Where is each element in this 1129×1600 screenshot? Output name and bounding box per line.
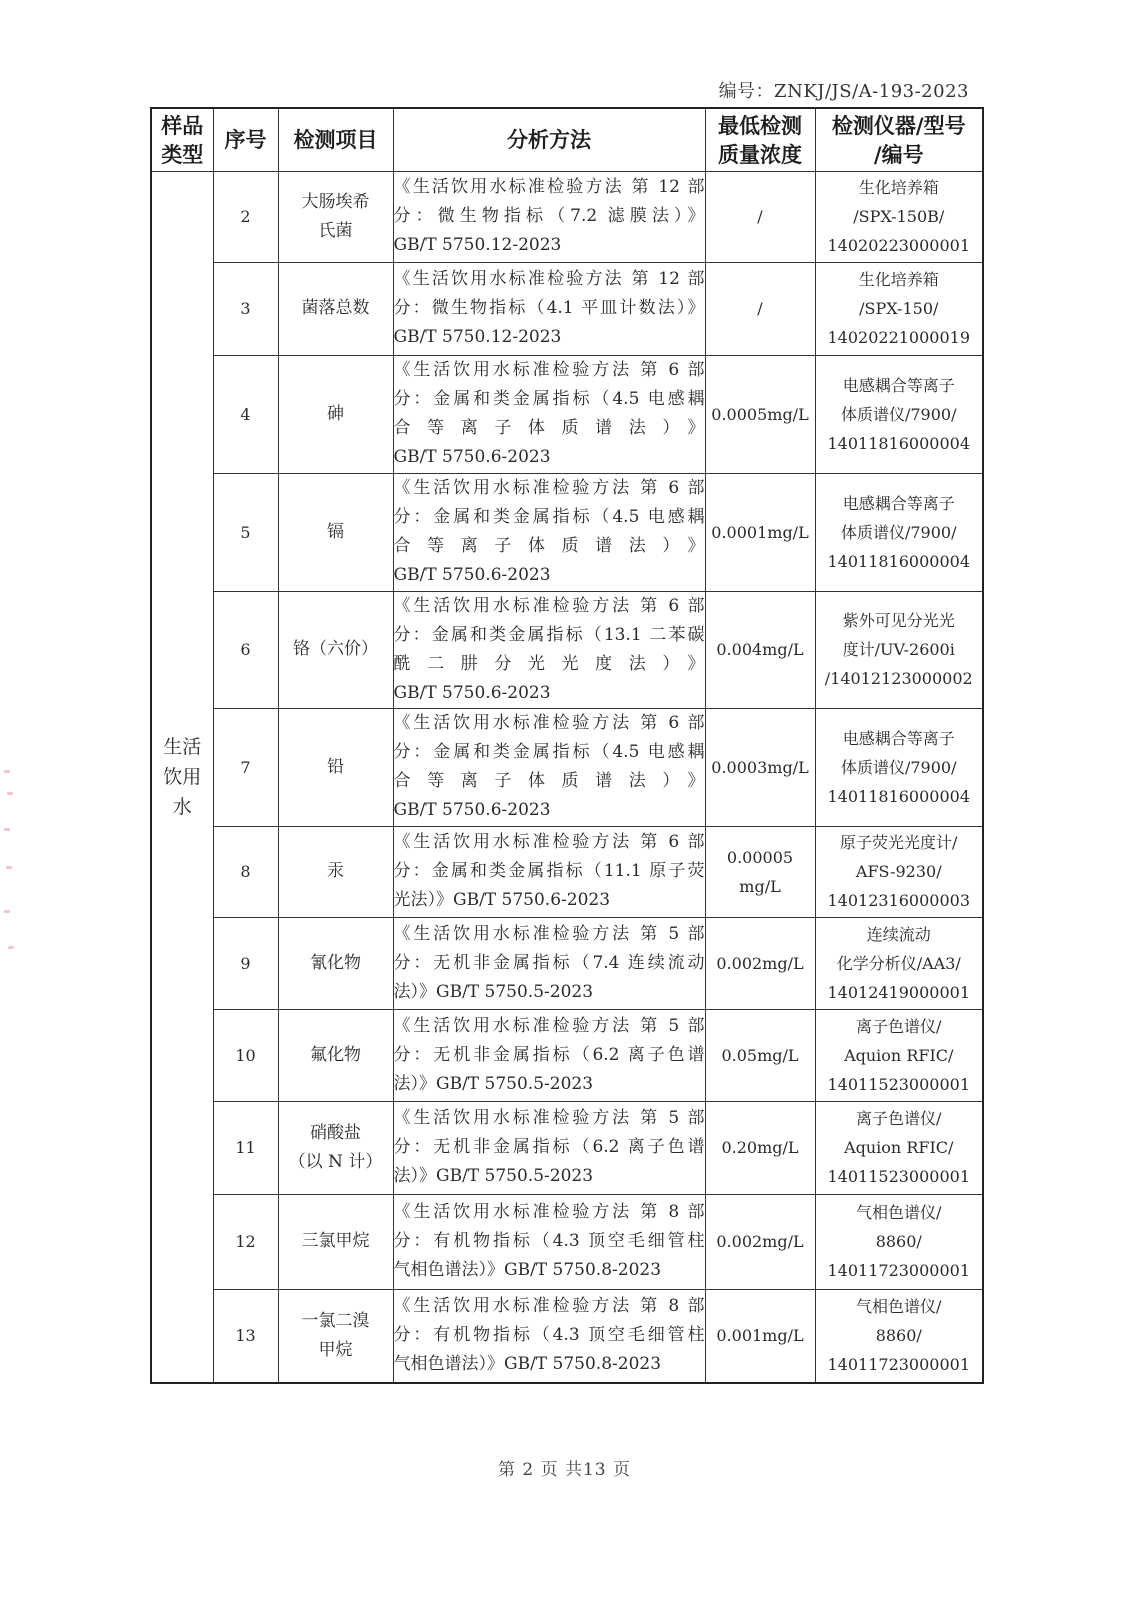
analysis-method-line: 气相色谱法）》GB/T 5750.8-2023 [393, 1260, 662, 1280]
instrument-line: 电感耦合等离子 [842, 728, 955, 748]
test-item-line: 铬（六价） [293, 639, 378, 659]
seq-cell [213, 171, 278, 262]
instrument-line: 体质谱仪/7900/ [840, 757, 957, 777]
detection-limit-cell [705, 473, 815, 591]
analysis-method-line: 《生活饮用水标准检验方法 第 6 部 [393, 713, 705, 733]
instrument-cell [815, 355, 983, 473]
test-item-cell [278, 917, 393, 1009]
detection-limit-cell [705, 1009, 815, 1101]
instrument-cell [815, 1194, 983, 1289]
analysis-method-cell [393, 1289, 705, 1383]
seq-number: 7 [240, 757, 251, 777]
header-line: 分析方法 [507, 127, 591, 153]
instrument-cell [815, 1009, 983, 1101]
test-item-cell [278, 1289, 393, 1383]
seq-cell [213, 1101, 278, 1194]
document-number: 编号：ZNKJ/JS/A-193-2023 [718, 81, 969, 102]
header-seq [213, 108, 278, 171]
header-item [278, 108, 393, 171]
seq-number: 8 [240, 862, 251, 881]
analysis-method-cell [393, 473, 705, 591]
analysis-method-line: 法）》GB/T 5750.5-2023 [393, 1166, 594, 1186]
instrument-cell [815, 917, 983, 1009]
seal-fragment [4, 770, 16, 960]
analysis-method-line: 《生活饮用水标准检验方法 第 8 部 [393, 1202, 705, 1222]
seq-cell [213, 591, 278, 708]
analysis-method-line: GB/T 5750.12-2023 [393, 235, 562, 255]
seq-cell [213, 1194, 278, 1289]
detection-limit-line: 0.0003mg/L [711, 757, 809, 777]
table-row [151, 1194, 983, 1289]
instrument-line: 14011523000001 [827, 1074, 970, 1094]
instrument-line: 14011816000004 [827, 433, 970, 453]
test-item-line: 三氯甲烷 [301, 1231, 370, 1251]
instrument-line: 原子荧光光度计/ [840, 833, 958, 852]
detection-limit-line: 0.002mg/L [716, 953, 804, 973]
instrument-line: 生化培养箱 [858, 270, 939, 289]
seq-number: 3 [240, 299, 251, 318]
instrument-cell [815, 1101, 983, 1194]
analysis-method-line: GB/T 5750.6-2023 [393, 682, 551, 703]
header-line: 质量浓度 [718, 141, 802, 167]
instrument-cell [815, 171, 983, 262]
analysis-method-line: GB/T 5750.6-2023 [393, 447, 551, 467]
test-item-cell [278, 473, 393, 591]
instrument-cell [815, 1289, 983, 1383]
header-line: 序号 [224, 127, 267, 153]
analysis-method-line: 分：有机物指标（4.3 顶空毛细管柱 [393, 1231, 705, 1251]
detection-limit-line: 0.00005 [726, 847, 794, 867]
instrument-line: /14012123000002 [824, 669, 973, 688]
test-item-line: 镉 [327, 521, 344, 542]
test-item-line: 氰化物 [310, 952, 361, 973]
test-item-cell [278, 262, 393, 355]
sample-type-line: 饮用 [163, 765, 202, 788]
detection-limit-line: 0.05mg/L [721, 1045, 799, 1065]
table-row [151, 171, 983, 262]
instrument-line: AFS-9230/ [855, 862, 942, 881]
test-item-line: 氏菌 [318, 220, 353, 241]
analysis-method-line: 分：微生物指标（4.1 平皿计数法）》 [393, 298, 705, 318]
analysis-method-line: 分：微生物指标（7.2 滤膜法）》 [393, 206, 705, 226]
instrument-line: 化学分析仪/AA3/ [836, 953, 961, 973]
table-row [151, 473, 983, 591]
test-item-line: （以 N 计） [288, 1151, 383, 1172]
analysis-method-line: 光法）》GB/T 5750.6-2023 [393, 890, 611, 910]
seq-number: 5 [240, 522, 251, 542]
detection-limit-cell [705, 355, 815, 473]
seq-cell [213, 1009, 278, 1101]
test-item-line: 铅 [327, 756, 344, 777]
test-item-cell [278, 1101, 393, 1194]
detection-limit-cell [705, 917, 815, 1009]
header-line: 检测仪器/型号 [831, 112, 966, 138]
seq-cell [213, 917, 278, 1009]
instrument-line: 气相色谱仪/ [856, 1203, 942, 1222]
test-item-cell [278, 355, 393, 473]
analysis-method-cell [393, 355, 705, 473]
table-row [151, 826, 983, 917]
sample-type-line: 水 [172, 795, 192, 818]
detection-limit-cell [705, 708, 815, 826]
instrument-line: Aquion RFIC/ [844, 1045, 954, 1065]
detection-limit-cell [705, 591, 815, 708]
analysis-method-line: GB/T 5750.6-2023 [393, 565, 551, 585]
analysis-method-line: 《生活饮用水标准检验方法 第 12 部 [393, 269, 705, 289]
instrument-cell [815, 708, 983, 826]
header-line: 样品 [161, 112, 204, 138]
instrument-cell [815, 473, 983, 591]
test-item-line: 汞 [327, 861, 344, 881]
instrument-line: 电感耦合等离子 [842, 493, 955, 513]
instrument-line: 体质谱仪/7900/ [840, 522, 957, 542]
instrument-line: 紫外可见分光光 [842, 611, 955, 630]
instrument-line: 14011723000001 [827, 1355, 970, 1375]
header-method [393, 108, 705, 171]
instrument-line: 14011723000001 [827, 1261, 970, 1280]
analysis-method-cell [393, 1194, 705, 1289]
analysis-method-cell [393, 262, 705, 355]
analysis-method-cell [393, 826, 705, 917]
test-methods-table [150, 107, 984, 1384]
detection-limit-line: / [757, 299, 763, 318]
header-sample-type [151, 108, 213, 171]
instrument-line: 14011523000001 [827, 1167, 970, 1186]
instrument-line: 生化培养箱 [858, 178, 939, 197]
test-item-cell [278, 826, 393, 917]
analysis-method-line: 《生活饮用水标准检验方法 第 12 部 [393, 177, 705, 197]
sample-type-cell [151, 171, 213, 1383]
detection-limit-line: 0.002mg/L [716, 1232, 804, 1251]
analysis-method-line: 分：无机非金属指标（7.4 连续流动 [393, 952, 705, 973]
analysis-method-line: GB/T 5750.12-2023 [393, 327, 562, 347]
analysis-method-line: 《生活饮用水标准检验方法 第 6 部 [393, 595, 705, 616]
seq-number: 11 [235, 1138, 256, 1157]
analysis-method-line: 分：无机非金属指标（6.2 离子色谱 [393, 1137, 705, 1157]
detection-limit-line: 0.0001mg/L [711, 522, 809, 542]
analysis-method-line: 合等离子体质谱法）》 [393, 418, 705, 438]
seq-cell [213, 355, 278, 473]
seq-number: 2 [240, 207, 251, 226]
instrument-line: /SPX-150B/ [853, 207, 945, 226]
instrument-line: 体质谱仪/7900/ [840, 404, 957, 424]
sample-type-line: 生活 [163, 735, 202, 758]
test-item-line: 大肠埃希 [301, 191, 370, 212]
instrument-line: 14012316000003 [827, 891, 970, 910]
table-row [151, 591, 983, 708]
header-limit [705, 108, 815, 171]
test-item-line: 砷 [327, 403, 344, 424]
detection-limit-line: / [757, 207, 763, 226]
instrument-line: 离子色谱仪/ [856, 1016, 942, 1036]
test-item-cell [278, 1194, 393, 1289]
test-item-line: 菌落总数 [301, 298, 370, 318]
analysis-method-line: 分：金属和类金属指标（4.5 电感耦 [393, 389, 705, 409]
instrument-line: 14020223000001 [827, 236, 970, 255]
analysis-method-line: 分：金属和类金属指标（4.5 电感耦 [393, 507, 705, 527]
seq-cell [213, 826, 278, 917]
analysis-method-line: 分：金属和类金属指标（4.5 电感耦 [393, 742, 705, 762]
seq-cell [213, 262, 278, 355]
header-line: 检测项目 [293, 127, 378, 153]
detection-limit-cell [705, 826, 815, 917]
analysis-method-cell [393, 1101, 705, 1194]
instrument-cell [815, 262, 983, 355]
analysis-method-line: 合等离子体质谱法）》 [393, 771, 705, 791]
test-item-line: 硝酸盐 [310, 1122, 361, 1143]
detection-limit-line: 0.20mg/L [721, 1138, 799, 1157]
test-item-cell [278, 591, 393, 708]
instrument-line: 度计/UV-2600i [842, 640, 955, 659]
analysis-method-cell [393, 917, 705, 1009]
analysis-method-line: 法）》GB/T 5750.5-2023 [393, 981, 594, 1002]
analysis-method-line: GB/T 5750.6-2023 [393, 800, 551, 820]
analysis-method-line: 《生活饮用水标准检验方法 第 8 部 [393, 1296, 705, 1317]
header-line: 类型 [161, 141, 204, 167]
instrument-line: 14011816000004 [827, 786, 970, 806]
seq-number: 12 [235, 1232, 256, 1251]
detection-limit-cell [705, 171, 815, 262]
analysis-method-cell [393, 591, 705, 708]
instrument-cell [815, 591, 983, 708]
seq-number: 9 [240, 953, 251, 973]
instrument-line: 14011816000004 [827, 551, 970, 571]
test-item-line: 甲烷 [318, 1339, 353, 1360]
instrument-line: 14012419000001 [827, 982, 970, 1002]
seq-number: 4 [240, 404, 251, 424]
analysis-method-line: 合等离子体质谱法）》 [393, 536, 705, 556]
detection-limit-line: mg/L [739, 876, 781, 896]
table-row [151, 355, 983, 473]
detection-limit-cell [705, 1289, 815, 1383]
header-instrument [815, 108, 983, 171]
detection-limit-cell [705, 262, 815, 355]
instrument-line: 8860/ [875, 1232, 922, 1251]
instrument-line: Aquion RFIC/ [844, 1138, 954, 1157]
detection-limit-line: 0.0005mg/L [711, 404, 809, 424]
table-row [151, 1101, 983, 1194]
detection-limit-cell [705, 1101, 815, 1194]
seq-cell [213, 708, 278, 826]
instrument-line: 电感耦合等离子 [842, 375, 955, 395]
analysis-method-line: 法）》GB/T 5750.5-2023 [393, 1073, 594, 1094]
analysis-method-line: 《生活饮用水标准检验方法 第 5 部 [393, 923, 705, 944]
page-footer: 第 2 页 共13 页 [497, 1460, 632, 1480]
analysis-method-line: 《生活饮用水标准检验方法 第 6 部 [393, 832, 705, 852]
seq-number: 13 [235, 1326, 256, 1346]
test-item-line: 一氯二溴 [301, 1310, 370, 1331]
table-header-row [151, 108, 983, 171]
test-item-cell [278, 1009, 393, 1101]
table-body [151, 171, 983, 1383]
analysis-method-line: 分：金属和类金属指标（13.1 二苯碳 [393, 624, 705, 645]
test-item-cell [278, 171, 393, 262]
test-item-cell [278, 708, 393, 826]
analysis-method-line: 《生活饮用水标准检验方法 第 6 部 [393, 360, 705, 380]
test-item-line: 氟化物 [310, 1044, 361, 1065]
detection-limit-line: 0.001mg/L [716, 1326, 804, 1346]
analysis-method-line: 《生活饮用水标准检验方法 第 6 部 [393, 478, 705, 498]
instrument-line: 离子色谱仪/ [856, 1109, 942, 1128]
instrument-line: /SPX-150/ [859, 299, 939, 318]
instrument-line: 8860/ [875, 1326, 922, 1346]
table-row [151, 1009, 983, 1101]
table-row [151, 1289, 983, 1383]
seq-number: 6 [240, 640, 251, 659]
detection-limit-line: 0.004mg/L [716, 640, 804, 659]
analysis-method-line: 分：有机物指标（4.3 顶空毛细管柱 [393, 1325, 705, 1346]
instrument-line: 气相色谱仪/ [856, 1297, 942, 1317]
analysis-method-line: 分：金属和类金属指标（11.1 原子荧 [393, 861, 705, 881]
header-line: 最低检测 [718, 112, 802, 138]
table-row [151, 917, 983, 1009]
seq-cell [213, 1289, 278, 1383]
seq-number: 10 [235, 1045, 256, 1065]
analysis-method-line: 气相色谱法）》GB/T 5750.8-2023 [393, 1354, 662, 1375]
instrument-cell [815, 826, 983, 917]
analysis-method-cell [393, 708, 705, 826]
detection-limit-cell [705, 1194, 815, 1289]
instrument-line: 连续流动 [866, 924, 931, 944]
table-row [151, 708, 983, 826]
seq-cell [213, 473, 278, 591]
analysis-method-line: 《生活饮用水标准检验方法 第 5 部 [393, 1108, 705, 1128]
analysis-method-line: 分：无机非金属指标（6.2 离子色谱 [393, 1044, 705, 1065]
instrument-line: 14020221000019 [827, 328, 970, 347]
analysis-method-line: 酰二肼分光光度法）》 [393, 653, 705, 674]
analysis-method-cell [393, 171, 705, 262]
header-line: /编号 [873, 141, 924, 167]
table-row [151, 262, 983, 355]
analysis-method-cell [393, 1009, 705, 1101]
analysis-method-line: 《生活饮用水标准检验方法 第 5 部 [393, 1015, 705, 1036]
